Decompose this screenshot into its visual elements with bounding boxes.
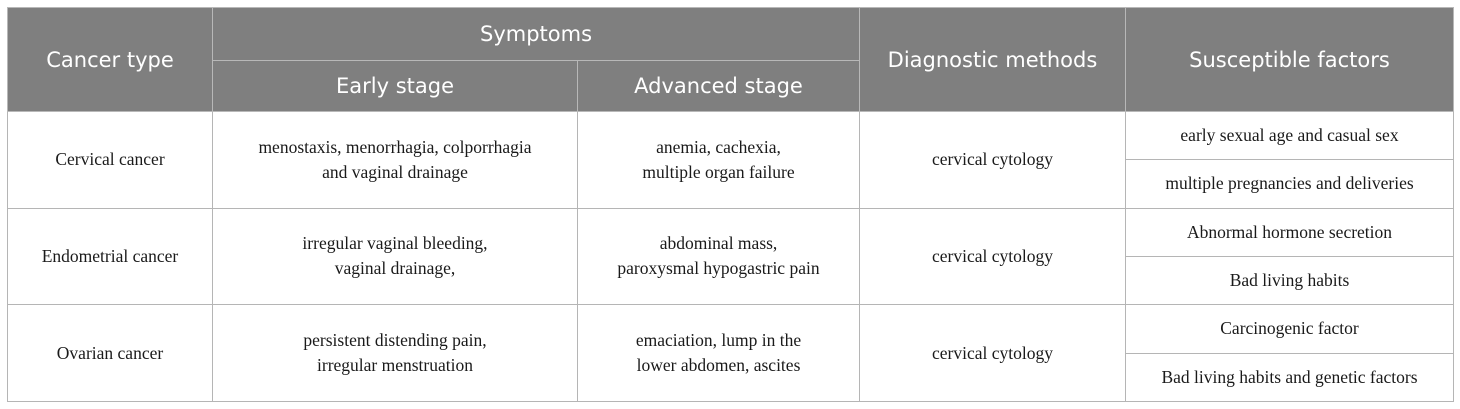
susceptible-factor-cell: Abnormal hormone secretion [1126,208,1454,256]
advanced-stage-cell [578,208,860,305]
diagnostic-method-cell: cervical cytology [860,208,1126,305]
early-stage-line: menostaxis, menorrhagia, colporrhagia [258,136,532,157]
header-diagnostic-methods: Diagnostic methods [860,8,1126,112]
early-stage-cell [213,208,578,305]
susceptible-factor-cell: multiple pregnancies and deliveries [1126,160,1454,208]
header-early-stage: Early stage [213,61,578,112]
advanced-stage-line: paroxysmal hypogastric pain [617,258,820,279]
advanced-stage-cell [578,112,860,209]
cancer-type-cell: Cervical cancer [8,112,213,209]
diagnostic-method-cell: cervical cytology [860,305,1126,402]
diagnostic-method-cell: cervical cytology [860,112,1126,209]
early-stage-line: and vaginal drainage [322,161,468,182]
cancer-comparison-table [7,7,1454,402]
advanced-stage-line: emaciation, lump in the [635,330,802,351]
header-susceptible-factors: Susceptible factors [1126,8,1454,112]
header-advanced-stage: Advanced stage [578,61,860,112]
table-row [8,208,1454,256]
header-symptoms: Symptoms [213,8,860,61]
cancer-type-cell: Endometrial cancer [8,208,213,305]
early-stage-line: vaginal drainage, [334,258,456,279]
header-cancer-type: Cancer type [8,8,213,112]
early-stage-line: irregular vaginal bleeding, [302,233,488,254]
early-stage-cell [213,305,578,402]
early-stage-cell [213,112,578,209]
advanced-stage-cell [578,305,860,402]
early-stage-line: irregular menstruation [317,355,473,376]
advanced-stage-line: multiple organ failure [642,161,795,182]
susceptible-factor-cell: Bad living habits and genetic factors [1126,353,1454,401]
susceptible-factor-cell: Carcinogenic factor [1126,305,1454,353]
cancer-type-cell: Ovarian cancer [8,305,213,402]
advanced-stage-line: abdominal mass, [659,233,778,254]
susceptible-factor-cell: early sexual age and casual sex [1126,112,1454,160]
advanced-stage-line: lower abdomen, ascites [636,355,801,376]
advanced-stage-line: anemia, cachexia, [656,136,781,157]
table-row [8,112,1454,160]
early-stage-line: persistent distending pain, [303,330,487,351]
table-row [8,305,1454,353]
susceptible-factor-cell: Bad living habits [1126,256,1454,304]
